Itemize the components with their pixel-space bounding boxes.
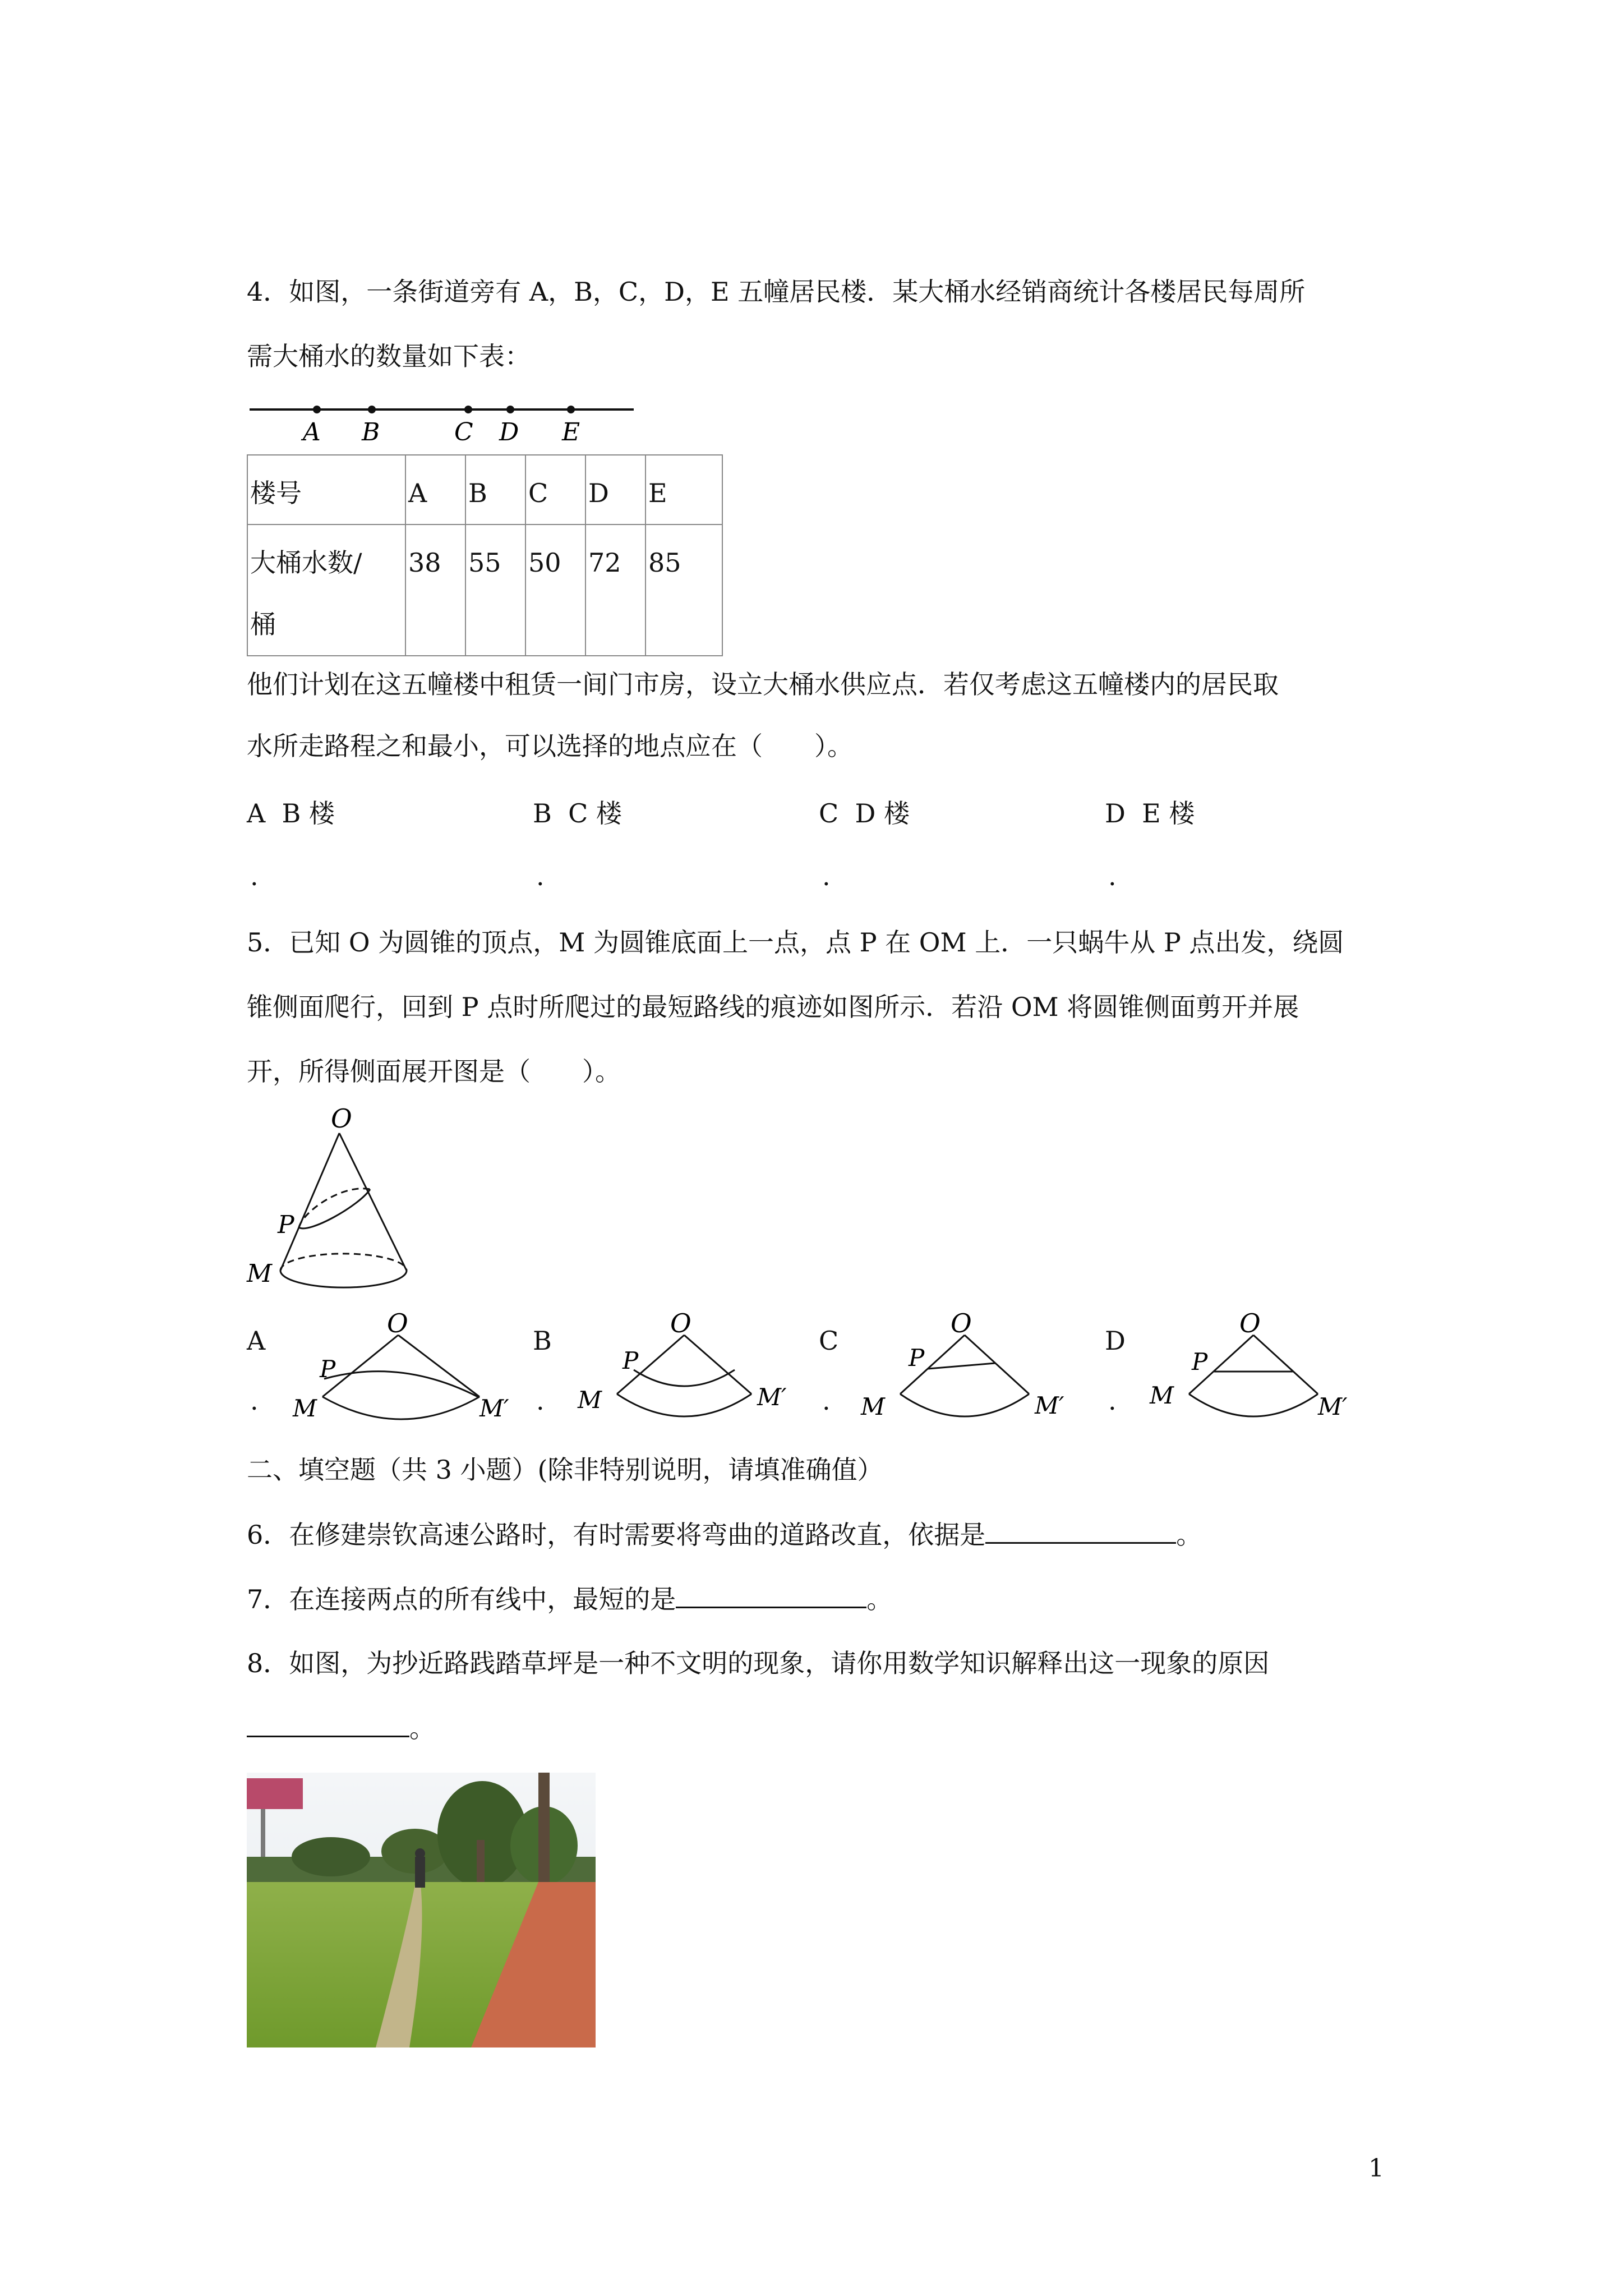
option-text: E 楼: [1142, 798, 1195, 829]
q5-option-b[interactable]: B: [533, 1326, 552, 1356]
option-text: B 楼: [282, 798, 335, 829]
table-cell: B: [465, 455, 525, 524]
q5-line3: 开，所得侧面展开图是（ ）。: [247, 1056, 621, 1087]
q4-option-a[interactable]: [247, 797, 335, 830]
page-number: 1: [1368, 2154, 1384, 2183]
label-m-prime: M′: [479, 1395, 509, 1422]
q8-end: 。: [409, 1713, 435, 1743]
option-letter: A: [247, 798, 266, 829]
q5-line1: 5．已知 O 为圆锥的顶点，M 为圆锥底面上一点，点 P 在 OM 上．一只蜗牛从 P 点出发，绕圆: [247, 927, 1344, 958]
table-head-part1: 大桶水数/: [250, 547, 362, 578]
q4-option-d[interactable]: [1105, 797, 1195, 830]
q7-end: 。: [866, 1584, 893, 1614]
label-m: M: [293, 1395, 317, 1422]
street-label-d: D: [499, 418, 519, 447]
option-dot: .: [822, 1386, 831, 1416]
option-dot: .: [250, 861, 259, 891]
q4-line4: 水所走路程之和最小，可以选择的地点应在（ ）。: [247, 731, 853, 761]
label-p: P: [623, 1347, 639, 1374]
label-o: O: [387, 1308, 408, 1338]
q5-option-c[interactable]: C: [819, 1326, 839, 1356]
table-row: [247, 455, 722, 524]
table-head-part2: 桶: [250, 609, 276, 639]
option-dot: .: [536, 1386, 545, 1416]
water-table: [247, 454, 723, 656]
label-o: O: [670, 1308, 691, 1338]
q5-option-d-figure[interactable]: [1138, 1307, 1385, 1436]
table-cell: 楼号: [247, 455, 405, 524]
q5-option-a-figure[interactable]: [280, 1307, 527, 1436]
q5-option-b-figure[interactable]: [566, 1307, 813, 1436]
label-o: O: [951, 1308, 972, 1338]
option-letter: C: [819, 798, 839, 829]
label-m: M: [578, 1386, 602, 1414]
table-cell: 55: [465, 524, 525, 656]
label-p: P: [1192, 1348, 1208, 1375]
q7-answer-blank[interactable]: [676, 1582, 866, 1608]
label-o: O: [331, 1103, 352, 1134]
option-letter: D: [1105, 798, 1126, 829]
q5-option-d[interactable]: D: [1105, 1326, 1126, 1356]
q4-option-b[interactable]: [533, 797, 622, 830]
option-text: C 楼: [568, 798, 622, 829]
q6-end: 。: [1176, 1520, 1202, 1550]
label-p: P: [320, 1355, 336, 1383]
street-label-b: B: [362, 418, 380, 447]
option-dot: .: [1108, 861, 1117, 891]
table-cell: 50: [525, 524, 585, 656]
q8-answer-blank[interactable]: [247, 1711, 409, 1737]
q4-line3: 他们计划在这五幢楼中租赁一间门市房，设立大桶水供应点．若仅考虑这五幢楼内的居民取: [247, 669, 1279, 700]
q4-option-c[interactable]: [819, 797, 910, 830]
q6-text: 6．在修建崇钦高速公路时，有时需要将弯曲的道路改直，依据是: [247, 1520, 986, 1550]
street-label-e: E: [562, 418, 580, 447]
label-m: M: [861, 1393, 886, 1420]
lawn-path-photo: [247, 1773, 596, 2047]
table-row: [247, 524, 722, 656]
label-m-prime: M′: [1318, 1393, 1348, 1420]
table-cell: [247, 524, 405, 656]
q7: [247, 1582, 892, 1616]
cone-figure: [241, 1099, 421, 1313]
label-m-prime: M′: [1035, 1392, 1064, 1419]
option-dot: .: [822, 861, 831, 891]
street-label-a: A: [303, 418, 321, 447]
table-cell: E: [645, 455, 722, 524]
q6-answer-blank[interactable]: [985, 1517, 1176, 1544]
option-text: D 楼: [855, 798, 910, 829]
q8-line1: 8．如图，为抄近路践踏草坪是一种不文明的现象，请你用数学知识解释出这一现象的原因: [247, 1648, 1270, 1678]
section-heading: 二、填空题（共 3 小题）(除非特别说明，请填准确值）: [247, 1455, 883, 1485]
street-label-c: C: [454, 418, 473, 447]
table-cell: C: [525, 455, 585, 524]
label-m: M: [1150, 1382, 1174, 1409]
q5-line2: 锥侧面爬行，回到 P 点时所爬过的最短路线的痕迹如图所示．若沿 OM 将圆锥侧面剪开并展: [247, 992, 1299, 1022]
option-dot: .: [536, 861, 545, 891]
q5-option-a[interactable]: A: [247, 1326, 266, 1356]
table-cell: A: [405, 455, 465, 524]
option-letter: B: [533, 798, 552, 829]
q4-line1: 4．如图，一条街道旁有 A，B，C，D，E 五幢居民楼．某大桶水经销商统计各楼居民每周所: [247, 277, 1306, 307]
label-p: P: [909, 1344, 925, 1372]
q6: [247, 1517, 1202, 1552]
q5-option-c-figure[interactable]: [852, 1307, 1099, 1436]
table-cell: 38: [405, 524, 465, 656]
q7-text: 7．在连接两点的所有线中，最短的是: [247, 1584, 676, 1614]
label-m: M: [247, 1259, 273, 1288]
table-cell: 85: [645, 524, 722, 656]
option-dot: .: [250, 1386, 259, 1416]
table-cell: D: [585, 455, 645, 524]
street-diagram: [247, 393, 639, 449]
q8-line2: [247, 1711, 435, 1745]
option-dot: .: [1108, 1386, 1117, 1416]
label-o: O: [1239, 1308, 1261, 1338]
table-cell: 72: [585, 524, 645, 656]
q4-line2: 需大桶水的数量如下表：: [247, 341, 531, 371]
label-m-prime: M′: [757, 1383, 787, 1411]
label-p: P: [278, 1211, 294, 1239]
